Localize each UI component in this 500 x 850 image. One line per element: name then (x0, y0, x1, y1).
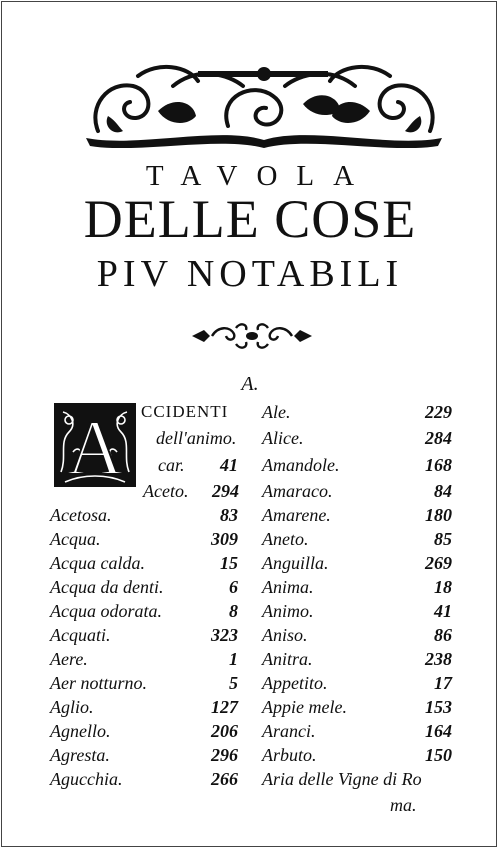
entry-term: Agnello. (50, 721, 111, 741)
entry-page: 150 (425, 745, 452, 765)
entry-page: 296 (211, 745, 238, 765)
index-entry (262, 769, 452, 793)
entry-term: Aere. (50, 649, 88, 669)
entry-term: Animo. (262, 601, 314, 621)
index-entry (50, 601, 238, 625)
entry-page: 164 (425, 721, 452, 741)
first-entry-line-4 (143, 481, 239, 505)
index-entry (50, 529, 238, 553)
entry-page: 86 (434, 625, 452, 645)
entry-page: 168 (425, 455, 452, 475)
index-entry (50, 697, 238, 721)
entry-term: Agresta. (50, 745, 110, 765)
section-letter: A. (241, 373, 259, 395)
index-entry (262, 601, 452, 625)
entry-term: Agucchia. (50, 769, 123, 789)
index-entry (262, 721, 452, 745)
entry-term: Amandole. (262, 455, 340, 475)
index-entry (262, 428, 452, 452)
index-entry (262, 505, 452, 529)
entry-page: 8 (229, 601, 238, 621)
entry-page: 18 (434, 577, 452, 597)
index-entry (262, 529, 452, 553)
first-entry-line-1: CCIDENTI (141, 402, 229, 421)
entry-page: 309 (211, 529, 238, 549)
index-entry (50, 649, 238, 673)
entry-page: 127 (211, 697, 238, 717)
entry-page: 229 (425, 402, 452, 422)
entry-term: Aniso. (262, 625, 308, 645)
entry-page: 323 (211, 625, 238, 645)
entry-page: 153 (425, 697, 452, 717)
index-entry (50, 721, 238, 745)
entry-term: Acqua calda. (50, 553, 145, 573)
index-entry (50, 769, 238, 793)
index-entry (262, 673, 452, 697)
entry-term: Appetito. (262, 673, 328, 693)
entry-page: 206 (211, 721, 238, 741)
entry-page: 6 (229, 577, 238, 597)
entry-term: Amaraco. (262, 481, 333, 501)
entry-term: Acqua da denti. (50, 577, 164, 597)
title-line-1: TAVOLA (145, 160, 374, 192)
index-entry (50, 625, 238, 649)
entry-term: Anitra. (262, 649, 313, 669)
entry-term: Aer notturno. (50, 673, 147, 693)
entry-page: 41 (434, 601, 452, 621)
entry-term: Acqua odorata. (50, 601, 162, 621)
index-entry (262, 553, 452, 577)
ornamental-headpiece (78, 56, 450, 148)
entry-page: 180 (425, 505, 452, 525)
entry-term: Anguilla. (262, 553, 329, 573)
entry-page: 15 (220, 553, 238, 573)
entry-page: 83 (220, 505, 238, 525)
index-entry (262, 455, 452, 479)
entry-term: Acetosa. (50, 505, 112, 525)
first-entry-line-3 (158, 455, 238, 479)
index-entry (262, 745, 452, 769)
title-line-2: DELLE COSE (83, 189, 417, 249)
entry-term: car. (158, 455, 185, 475)
entry-term: Anima. (262, 577, 314, 597)
index-entry (50, 673, 238, 697)
entry-page: 41 (220, 455, 238, 475)
index-entry (262, 697, 452, 721)
entry-page: 238 (425, 649, 452, 669)
index-entry (262, 649, 452, 673)
index-entry (50, 577, 238, 601)
entry-continuation: ma. (390, 795, 417, 815)
index-entry (50, 505, 238, 529)
initial-letter: A (66, 404, 124, 488)
entry-term: Aria delle Vigne di Ro (262, 769, 422, 789)
entry-page: 1 (229, 649, 238, 669)
entry-term: Aneto. (262, 529, 309, 549)
decorated-initial-letter (53, 402, 137, 488)
entry-term: Appie mele. (262, 697, 347, 717)
entry-page: 294 (212, 481, 239, 501)
index-entry (262, 577, 452, 601)
entry-term: Amarene. (262, 505, 331, 525)
index-entry (262, 481, 452, 505)
entry-term: Alice. (262, 428, 304, 448)
entry-page: 284 (425, 428, 452, 448)
index-entry (50, 745, 238, 769)
entry-term: Arbuto. (262, 745, 317, 765)
title-line-3: PIV NOTABILI (96, 253, 404, 295)
fleuron-ornament (190, 320, 314, 352)
entry-page: 5 (229, 673, 238, 693)
entry-term: Acqua. (50, 529, 101, 549)
index-entry (262, 402, 452, 426)
entry-term: Ale. (262, 402, 291, 422)
entry-term: Acquati. (50, 625, 111, 645)
entry-page: 269 (425, 553, 452, 573)
entry-page: 84 (434, 481, 452, 501)
entry-page: 85 (434, 529, 452, 549)
entry-term: Aceto. (143, 481, 189, 501)
entry-term: Aranci. (262, 721, 316, 741)
first-entry-line-2: dell'animo. (156, 428, 237, 448)
index-entry (50, 553, 238, 577)
entry-term: Aglio. (50, 697, 94, 717)
entry-page: 17 (434, 673, 452, 693)
index-entry (262, 625, 452, 649)
entry-page: 266 (211, 769, 238, 789)
